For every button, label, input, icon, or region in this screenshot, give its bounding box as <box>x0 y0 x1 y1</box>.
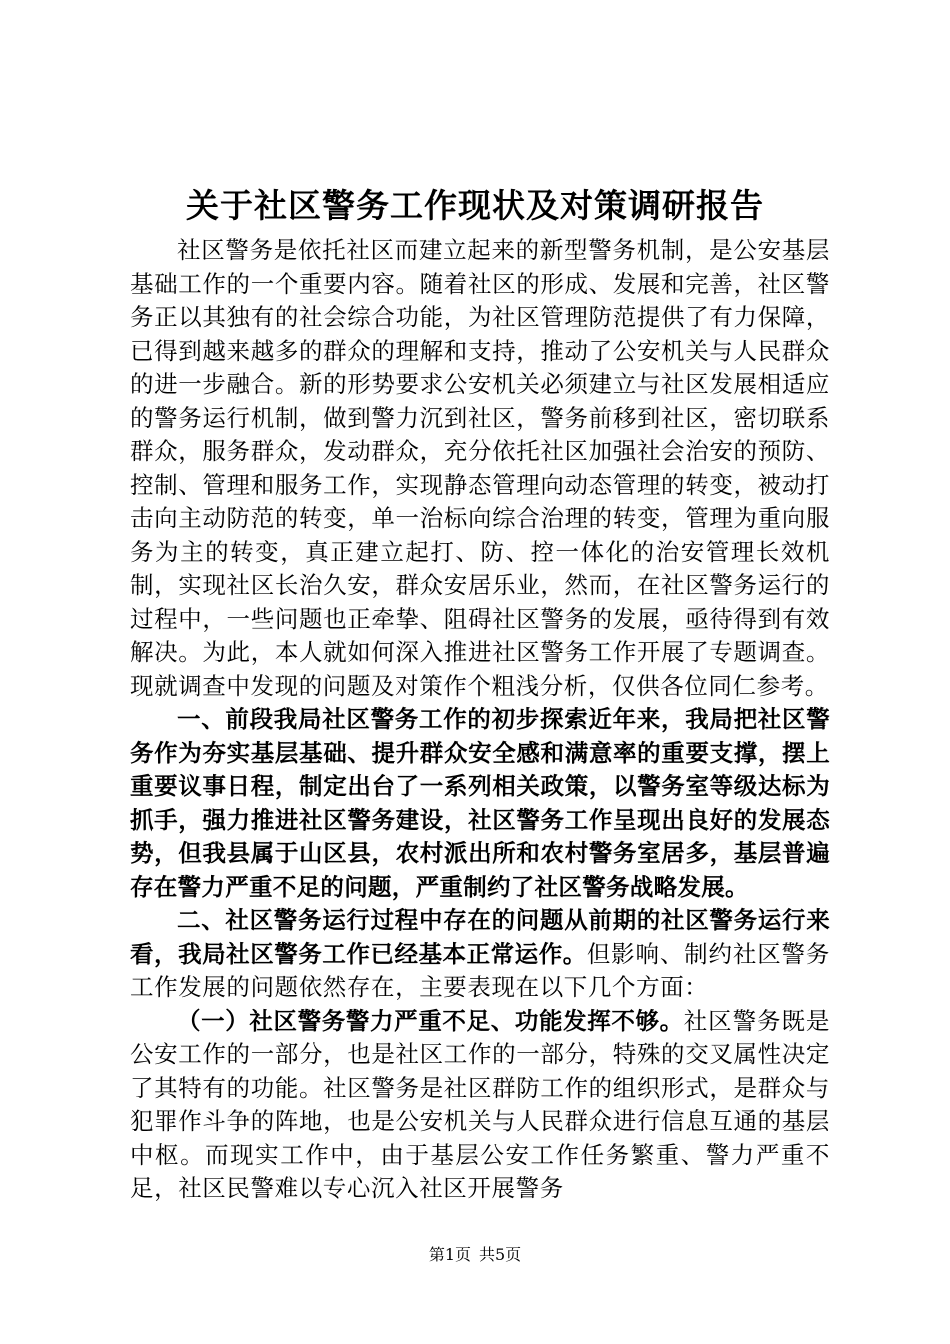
paragraph-heading: 一、前段我局社区警务工作的初步探索近年来，我局把社区警务作为夯实基层基础、提升群众安全感和满意率的重要支撑，摆上重要议事日程，制定出台了一系列相关政策，以警务室等级达标为抓手，强力推进社区警务建设，社区警务工作呈现出良好的发展态势，但我县属于山区县，农村派出所和农村警务室居多，基层普遍存在警力严重不足的问题，严重制约了社区警务战略发展。 <box>130 705 830 901</box>
document-title: 关于社区警务工作现状及对策调研报告 <box>186 186 764 225</box>
paragraph-subsection-1 <box>130 1005 830 1206</box>
paragraph-text: 社区警务是依托社区而建立起来的新型警务机制，是公安基层基础工作的一个重要内容。随着社区的形成、发展和完善，社区警务正以其独有的社会综合功能，为社区管理防范提供了有力保障，已得到越来越多的群众的理解和支持，推动了公安机关与人民群众的进一步融合。新的形势要求公安机关必须建立与社区发展相适应的警务运行机制，做到警力沉到社区，警务前移到社区，密切联系群众，服务群众，发动群众，充分依托社区加强社会治安的预防、控制、管理和服务工作，实现静态管理向动态管理的转变，被动打击向主动防范的转变，单一治标向综合治理的转变，管理为重向服务为主的转变，真正建立起打、防、控一体化的治安管理长效机制，实现社区长治久安，群众安居乐业，然而，在社区警务运行的过程中，一些问题也正牵挚、阻碍社区警务的发展，亟待得到有效解决。为此，本人就如何深入推进社区警务工作开展了专题调查。现就调查中发现的问题及对策作个粗浅分析，仅供各位同仁参考。 <box>130 236 830 700</box>
paragraph-heading: （一）社区警务警力严重不足、功能发挥不够。 <box>177 1006 684 1035</box>
page-number: 第1页 <box>428 1245 471 1264</box>
paragraph-section-2 <box>130 904 830 1005</box>
paragraph-section-1 <box>130 703 830 904</box>
paragraph-text: 但影响、制约社区警务工作发展的问题依然存在，主要表现在以下几个方面： <box>130 939 830 1001</box>
page-footer <box>0 1244 950 1266</box>
paragraph-text: 社区警务既是公安工作的一部分，也是社区工作的一部分，特殊的交叉属性决定了其特有的功能。社区警务是社区群防工作的组织形式，是群众与犯罪作斗争的阵地，也是公安机关与人民群众进行信息互通的基层中枢。而现实工作中，由于基层公安工作任务繁重、警力严重不足，社区民警难以专心沉入社区开展警务 <box>130 1006 830 1202</box>
paragraph-intro <box>130 234 830 703</box>
document-body <box>130 234 830 1206</box>
page-total: 共5页 <box>479 1245 522 1264</box>
paragraph-heading: 二、社区警务运行过程中存在的问题从前期的社区警务运行来看，我局社区警务工作已经基本正常运作。 <box>130 906 830 968</box>
